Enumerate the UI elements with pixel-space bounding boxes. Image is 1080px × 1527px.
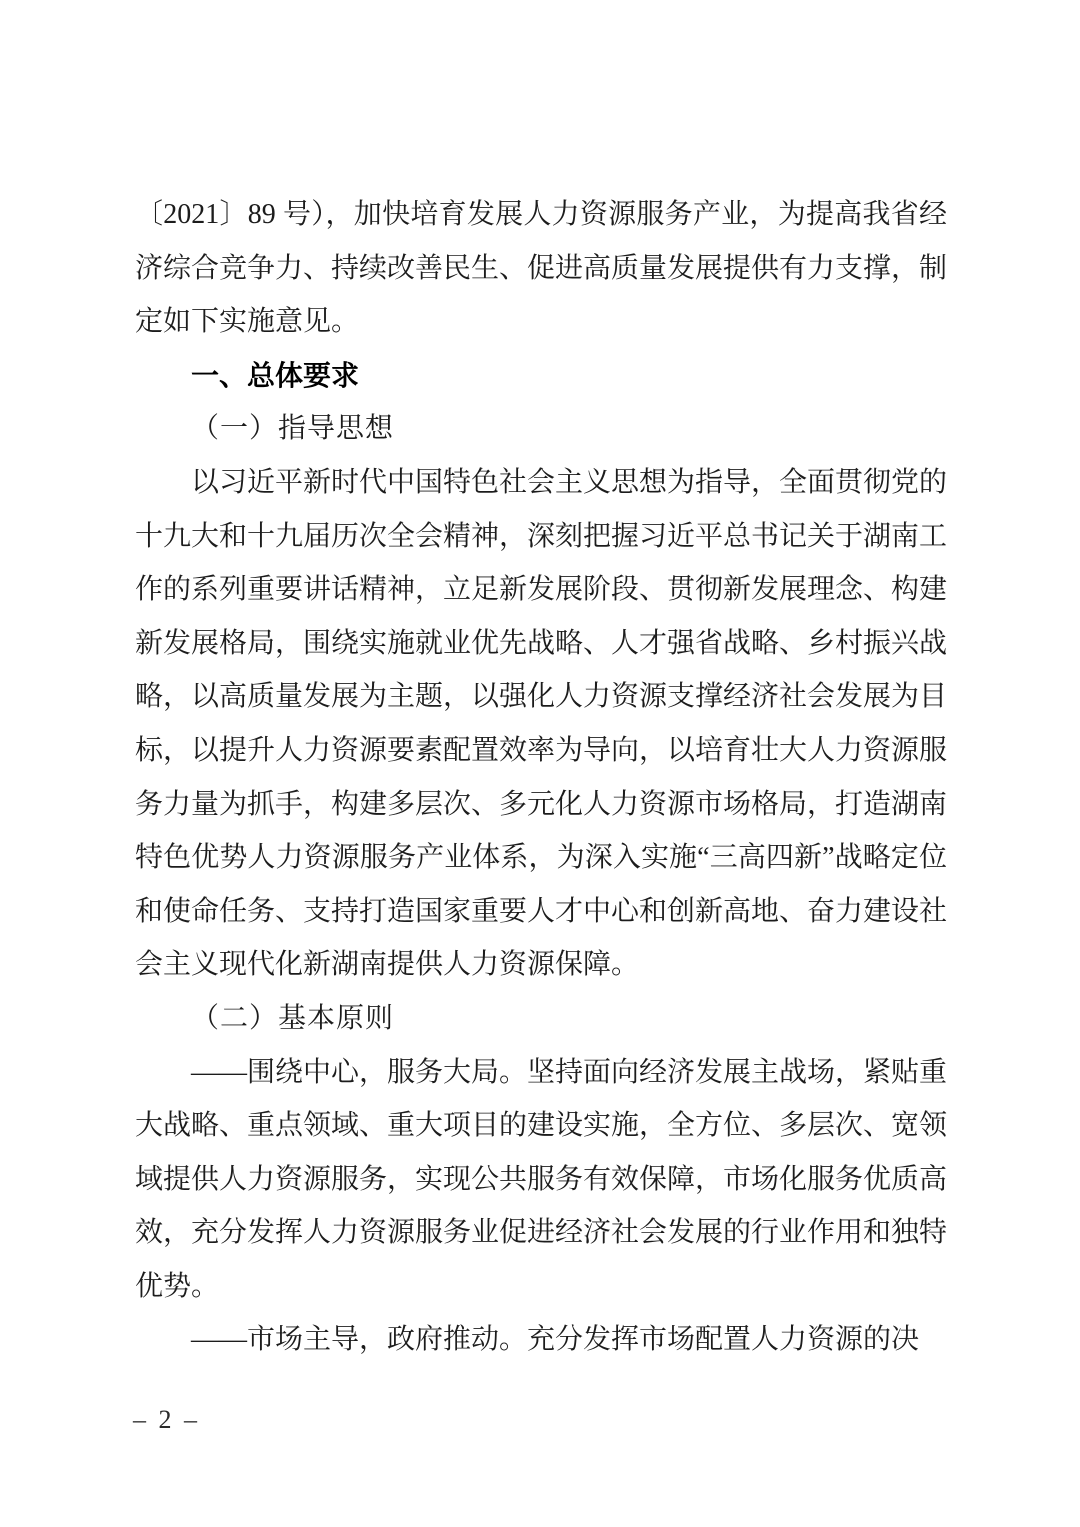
section-1-heading: 一、总体要求 <box>191 359 360 391</box>
text-block <box>135 188 947 1367</box>
principle-1-paragraph: ——围绕中心，服务大局。坚持面向经济发展主战场，紧贴重大战略、重点领域、重大项目的建设实施，全方位、多层次、宽领域提供人力资源服务，实现公共服务有效保障，市场化服务优质高效，充分发挥人力资源服务业促进经济社会发展的行业作用和独特优势。 <box>135 1056 948 1302</box>
subsection-1-1-heading: （一）指导思想 <box>191 413 395 445</box>
guiding-ideology-paragraph: 以习近平新时代中国特色社会主义思想为指导，全面贯彻党的十九大和十九届历次全会精神，深刻把握习近平总书记关于湖南工作的系列重要讲话精神，立足新发展阶段、贯彻新发展理念、构建新发展格局，围绕实施就业优先战略、人才强省战略、乡村振兴战略，以高质量发展为主题，以强化人力资源支撑经济社会发展为目标，以提升人力资源要素配置效率为导向，以培育壮大人力资源服务力量为抓手，构建多层次、多元化人力资源市场格局，打造湖南特色优势人力资源服务产业体系，为深入实施“三高四新”战略定位和使命任务、支持打造国家重要人才中心和创新高地、奋力建设社会主义现代化新湖南提供人力资源保障。 <box>135 466 948 981</box>
intro-continuation-paragraph: 〔2021〕89 号），加快培育发展人力资源服务产业，为提高我省经济综合竞争力、持续改善民生、促进高质量发展提供有力支撑，制定如下实施意见。 <box>135 199 948 338</box>
page-number: – 2 – <box>133 1405 200 1434</box>
subsection-1-2-heading: （二）基本原则 <box>191 1002 395 1034</box>
principle-2-paragraph-truncated: ——市场主导，政府推动。充分发挥市场配置人力资源的决 <box>191 1324 920 1356</box>
